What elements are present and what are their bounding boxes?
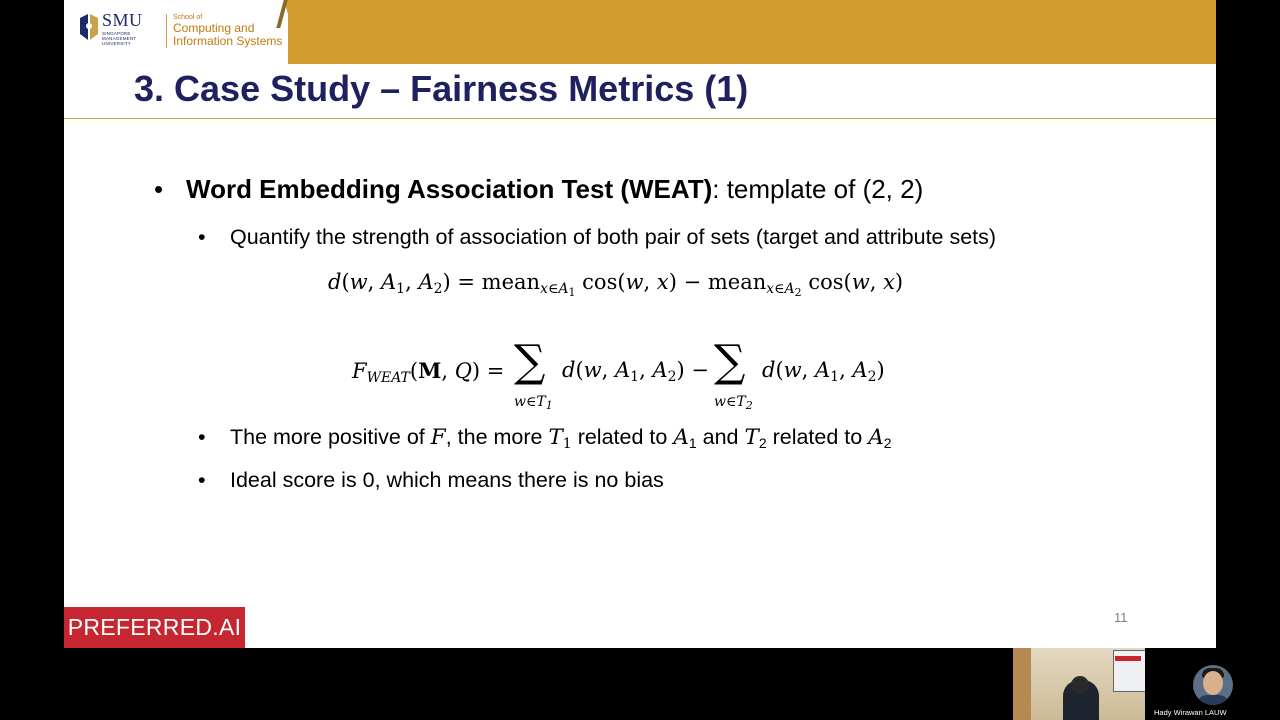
subscript: 2 bbox=[883, 435, 892, 451]
participant-avatar bbox=[1193, 665, 1233, 705]
weat-description: : template of (2, 2) bbox=[712, 174, 924, 204]
subscript: 1 bbox=[688, 435, 697, 451]
avatar-face bbox=[1203, 671, 1223, 695]
smu-logo-subtitle: SINGAPORE MANAGEMENT UNIVERSITY bbox=[102, 31, 137, 46]
symbol-a1: A bbox=[673, 425, 689, 450]
school-line-2: Computing and bbox=[173, 21, 255, 35]
text-part: , the more bbox=[445, 425, 549, 449]
main-bullet bbox=[154, 174, 923, 205]
text-part: The more positive of bbox=[230, 425, 431, 449]
symbol-a2: A bbox=[868, 425, 884, 450]
text-part: related to bbox=[571, 425, 674, 449]
avatar-shirt bbox=[1197, 695, 1229, 705]
room-screen-banner bbox=[1115, 656, 1141, 661]
sub-bullet-text: Quantify the strength of association of both pair of sets (target and attribute sets) bbox=[230, 225, 997, 249]
subscript: 2 bbox=[758, 435, 767, 451]
sub-bullet-positive bbox=[198, 425, 892, 452]
formula-d: d(w, A1, $A2) = meanx\in A_1$ cos(w, $x) - meanx\in A_2$ cos(w, x) bbox=[328, 270, 904, 299]
subscript: 1 bbox=[562, 436, 572, 452]
text-part: related to bbox=[766, 425, 869, 449]
symbol-t1: T bbox=[548, 425, 563, 450]
preferred-ai-logo: PREFERRED.AI bbox=[64, 607, 245, 648]
bullet-dot: • bbox=[198, 225, 206, 249]
room-door bbox=[1013, 648, 1031, 720]
smu-logo-text: SMU bbox=[102, 10, 143, 30]
bullet-dot: • bbox=[154, 174, 164, 204]
formula-f-weat: FWEAT(M, Q) = ∑ $w\in T_1$ d(w, A1, A2) − ∑ $w\in T_2$ d(w, A1, A2) bbox=[352, 336, 885, 412]
smu-logo bbox=[78, 10, 288, 54]
school-line-1: School of bbox=[173, 14, 203, 21]
school-name bbox=[173, 14, 282, 48]
smu-crest-icon bbox=[78, 12, 100, 46]
logo-divider bbox=[166, 14, 167, 48]
bullet-dot: • bbox=[198, 468, 206, 492]
participant-name: Hady Wirawan LAUW bbox=[1154, 708, 1227, 717]
header-gold-band bbox=[288, 0, 1216, 64]
symbol-f: F bbox=[430, 425, 446, 450]
video-tile-room[interactable] bbox=[1013, 648, 1145, 720]
school-line-3: Information Systems bbox=[173, 34, 283, 48]
weat-term: Word Embedding Association Test (WEAT) bbox=[186, 174, 713, 204]
title-divider bbox=[64, 118, 1216, 119]
slide-title: 3. Case Study – Fairness Metrics (1) bbox=[134, 68, 749, 109]
video-tile-speaker[interactable] bbox=[1148, 648, 1280, 720]
symbol-t2: T bbox=[744, 425, 759, 450]
sub-bullet-quantify bbox=[198, 225, 996, 250]
sub-bullet-ideal bbox=[198, 468, 664, 493]
room-person-head bbox=[1071, 676, 1089, 694]
page-number: 11 bbox=[1114, 610, 1128, 625]
bullet-dot: • bbox=[198, 425, 206, 449]
text-part: and bbox=[696, 425, 745, 449]
slide bbox=[64, 0, 1216, 648]
sub-bullet-text: Ideal score is 0, which means there is no bias bbox=[230, 468, 664, 492]
